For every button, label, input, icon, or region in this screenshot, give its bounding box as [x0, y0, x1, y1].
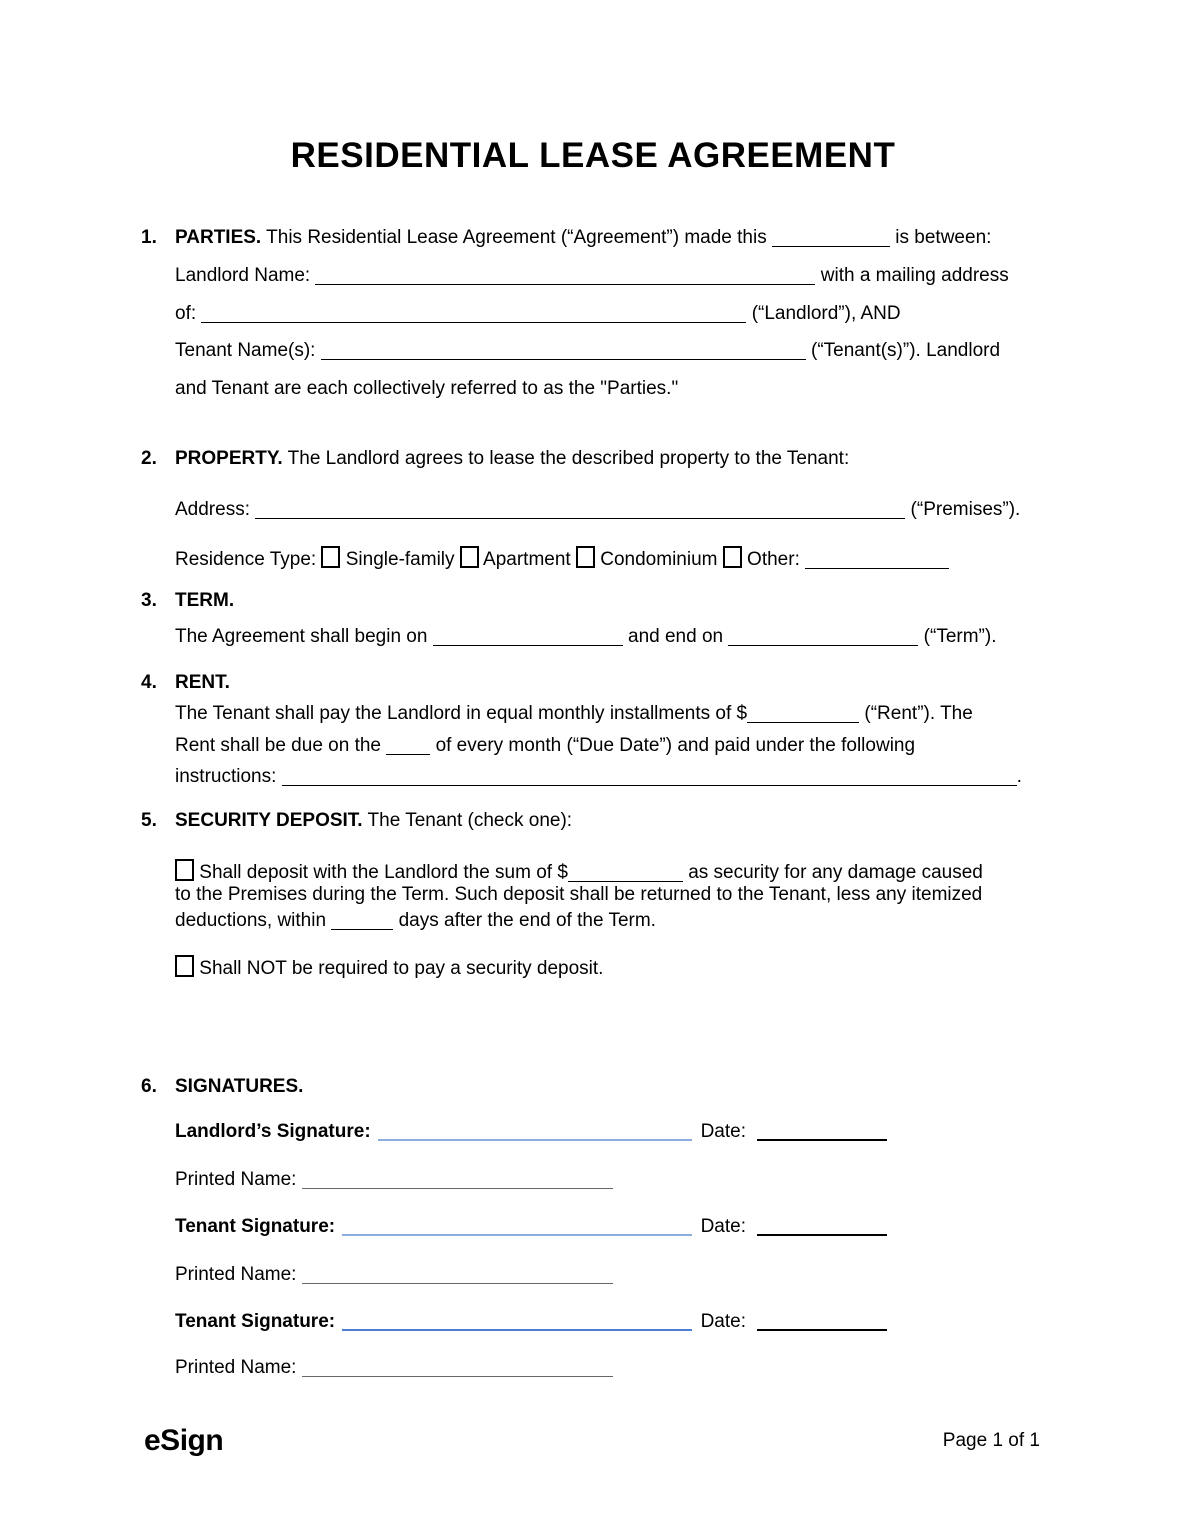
- landlord-signature-row: [175, 1119, 887, 1144]
- property-heading-rest: The Landlord agrees to lease the described property to the Tenant:: [287, 448, 850, 469]
- deposit-option1-line-1: [175, 856, 983, 885]
- tenant2-signature-label: Tenant Signature:: [175, 1311, 336, 1332]
- rent-line-1: [175, 701, 973, 726]
- of-label: of:: [175, 303, 197, 324]
- term-dates-line: [175, 624, 996, 649]
- property-address-line: [175, 497, 1020, 522]
- address-after: (“Premises”).: [910, 499, 1021, 520]
- term-mid-text: and end on: [628, 626, 724, 647]
- tenant-name-line: [175, 338, 1000, 363]
- term-after-text: (“Term”).: [923, 626, 997, 647]
- deposit-text-2: to the Premises during the Term. Such deposit shall be returned to the Tenant, less any itemized: [175, 884, 983, 905]
- document-title: RESIDENTIAL LEASE AGREEMENT: [290, 136, 896, 175]
- tenant1-printed-name-label: Printed Name:: [175, 1264, 297, 1285]
- deposit-option2-line: [175, 952, 603, 981]
- residence-type-label: Residence Type:: [175, 549, 317, 570]
- tenant1-date-label: Date:: [700, 1216, 746, 1237]
- landlord-date-label: Date:: [700, 1121, 746, 1142]
- blank-term-start-date[interactable]: [433, 645, 623, 646]
- property-heading-line: [141, 446, 850, 471]
- deposit-option1-line-2: [175, 882, 982, 907]
- landlord-name-line: [175, 263, 1009, 288]
- rent-text-1a: The Tenant shall pay the Landlord in equal monthly installments of $: [175, 703, 748, 724]
- property-heading: PROPERTY.: [175, 448, 283, 469]
- blank-landlord-printed-name[interactable]: [302, 1188, 613, 1189]
- tenant2-printed-name-label: Printed Name:: [175, 1357, 297, 1378]
- signature-line-tenant-1[interactable]: [342, 1234, 691, 1236]
- tenant-name-after: (“Tenant(s)”). Landlord: [811, 340, 1001, 361]
- signatures-number: 6.: [141, 1076, 157, 1097]
- landlord-name-label: Landlord Name:: [175, 265, 311, 286]
- blank-tenant1-date[interactable]: [757, 1234, 887, 1236]
- of-after: (“Landlord”), AND: [751, 303, 901, 324]
- blank-landlord-name[interactable]: [315, 284, 815, 285]
- tenant1-signature-label: Tenant Signature:: [175, 1216, 336, 1237]
- rent-line-2: [175, 733, 915, 758]
- landlord-signature-label: Landlord’s Signature:: [175, 1121, 371, 1142]
- checkbox-no-deposit[interactable]: [175, 955, 194, 977]
- blank-tenant2-date[interactable]: [757, 1329, 887, 1331]
- checkbox-single-family[interactable]: [321, 546, 340, 568]
- rent-text-2a: Rent shall be due on the: [175, 735, 381, 756]
- rent-text-1b: (“Rent”). The: [864, 703, 973, 724]
- deposit-text-3b: days after the end of the Term.: [398, 910, 656, 931]
- parties-closing-text: and Tenant are each collectively referred to as the "Parties.": [175, 378, 679, 399]
- blank-payment-instructions[interactable]: [282, 785, 1017, 786]
- rent-line-3: [175, 764, 1022, 789]
- page-number: Page 1 of 1: [942, 1430, 1040, 1451]
- blank-rent-amount[interactable]: [747, 722, 859, 723]
- parties-closing-line: [175, 376, 678, 401]
- landlord-name-after: with a mailing address: [820, 265, 1009, 286]
- property-number: 2.: [141, 448, 157, 469]
- blank-agreement-date[interactable]: [772, 246, 890, 247]
- term-heading-line: [141, 588, 235, 613]
- esign-logo: eSign: [144, 1424, 224, 1457]
- deposit-option2-text: Shall NOT be required to pay a security deposit.: [199, 958, 604, 979]
- deposit-heading-line: [141, 808, 573, 833]
- deposit-option1-line-3: [175, 908, 656, 933]
- blank-due-day[interactable]: [386, 754, 430, 755]
- tenant1-signature-row: [175, 1214, 887, 1239]
- term-number: 3.: [141, 590, 157, 611]
- rent-heading: RENT.: [175, 672, 230, 693]
- deposit-text-1a: Shall deposit with the Landlord the sum of $: [199, 862, 568, 883]
- instructions-label: instructions:: [175, 766, 277, 787]
- blank-premises-address[interactable]: [255, 518, 905, 519]
- signatures-heading: SIGNATURES.: [175, 1076, 304, 1097]
- parties-intro-text: This Residential Lease Agreement (“Agreement”) made this: [266, 227, 767, 248]
- blank-term-end-date[interactable]: [728, 645, 918, 646]
- blank-tenant1-printed-name[interactable]: [302, 1283, 613, 1284]
- tenant2-date-label: Date:: [700, 1311, 746, 1332]
- checkbox-shall-deposit[interactable]: [175, 859, 194, 881]
- landlord-printed-name-label: Printed Name:: [175, 1169, 297, 1190]
- blank-landlord-address[interactable]: [201, 322, 746, 323]
- parties-heading-line: [141, 225, 992, 250]
- blank-landlord-date[interactable]: [757, 1139, 887, 1141]
- deposit-heading: SECURITY DEPOSIT.: [175, 810, 363, 831]
- blank-deposit-return-days[interactable]: [331, 929, 393, 930]
- rent-text-2b: of every month (“Due Date”) and paid under the following: [435, 735, 916, 756]
- tenant-name-label: Tenant Name(s):: [175, 340, 316, 361]
- address-label: Address:: [175, 499, 250, 520]
- parties-number: 1.: [141, 227, 157, 248]
- deposit-text-3a: deductions, within: [175, 910, 327, 931]
- signature-line-landlord[interactable]: [378, 1139, 692, 1141]
- residence-option-apartment: Apartment: [483, 549, 571, 570]
- parties-intro-after: is between:: [895, 227, 992, 248]
- tenant2-signature-row: [175, 1309, 887, 1334]
- signature-line-tenant-2[interactable]: [342, 1329, 691, 1331]
- deposit-number: 5.: [141, 810, 157, 831]
- signatures-heading-line: [141, 1074, 304, 1099]
- checkbox-apartment[interactable]: [460, 546, 479, 568]
- deposit-text-1b: as security for any damage caused: [688, 862, 983, 883]
- blank-tenant-names[interactable]: [321, 359, 806, 360]
- checkbox-other[interactable]: [723, 546, 742, 568]
- rent-heading-line: [141, 670, 230, 695]
- parties-heading: PARTIES.: [175, 227, 262, 248]
- landlord-address-line: [175, 301, 901, 326]
- rent-text-3b: .: [1016, 766, 1022, 787]
- tenant2-printed-name-row: [175, 1355, 613, 1380]
- tenant1-printed-name-row: [175, 1262, 613, 1287]
- residence-option-condominium: Condominium: [600, 549, 718, 570]
- landlord-printed-name-row: [175, 1167, 613, 1192]
- rent-number: 4.: [141, 672, 157, 693]
- term-heading: TERM.: [175, 590, 235, 611]
- blank-other-residence[interactable]: [805, 568, 949, 569]
- deposit-heading-rest: The Tenant (check one):: [367, 810, 573, 831]
- term-begin-text: The Agreement shall begin on: [175, 626, 428, 647]
- residence-option-single-family: Single-family: [345, 549, 455, 570]
- blank-tenant2-printed-name[interactable]: [302, 1376, 613, 1377]
- residence-option-other: Other:: [747, 549, 800, 570]
- residence-type-line: [175, 543, 949, 572]
- checkbox-condominium[interactable]: [576, 546, 595, 568]
